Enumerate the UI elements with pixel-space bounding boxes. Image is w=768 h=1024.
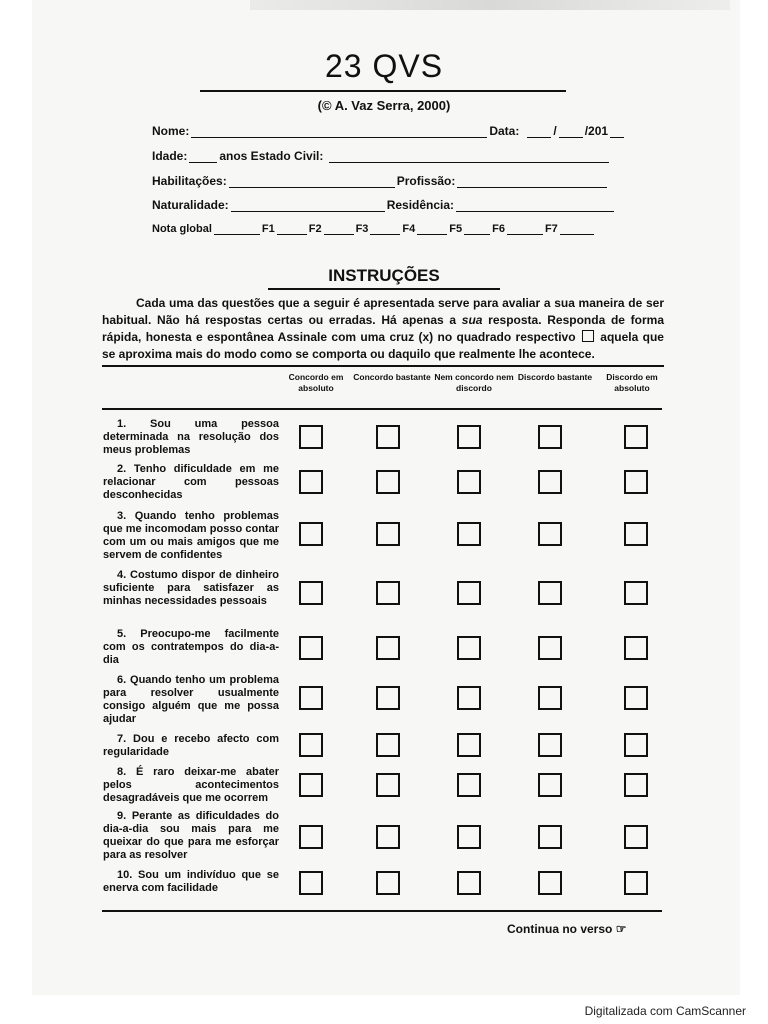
item-number: 7. [117,733,127,745]
col-header-concordo-bastante: Concordo bastante [353,372,431,382]
instructions-text [102,295,664,363]
answer-checkbox[interactable] [457,636,481,660]
answer-checkbox[interactable] [624,470,648,494]
col-header-discordo-absoluto: Discordo em absoluto [606,372,658,393]
continua-text: Continua no verso [507,922,613,936]
answer-checkbox[interactable] [624,581,648,605]
item-number: 10. [117,869,133,881]
answer-checkbox[interactable] [376,581,400,605]
col-header-discordo-bastante: Discordo bastante [517,372,593,382]
field-row-nome [152,124,626,138]
nome-label: Nome: [152,124,190,138]
answer-checkbox[interactable] [538,581,562,605]
item-number: 2. [117,463,127,475]
item-number: 6. [117,674,127,686]
habilitacoes-input-line[interactable] [229,176,395,188]
item-text [103,569,279,608]
item-statement: É raro deixar-me abater pelos acontecimentos desagradáveis que me ocorrem [103,766,280,804]
item-statement: Dou e recebo afecto com regularidade [103,733,279,758]
naturalidade-input-line[interactable] [231,200,385,212]
estado-civil-label: anos Estado Civil: [219,149,324,163]
factor-f3-line[interactable] [370,223,400,235]
field-row-naturalidade [152,198,616,212]
answer-checkbox[interactable] [376,686,400,710]
answer-checkbox[interactable] [457,470,481,494]
answer-checkbox[interactable] [299,636,323,660]
answer-checkbox[interactable] [538,825,562,849]
factor-f4-line[interactable] [417,223,447,235]
data-month-line[interactable] [559,126,583,138]
answer-checkbox[interactable] [299,425,323,449]
item-number: 4. [117,569,127,581]
answer-checkbox[interactable] [457,686,481,710]
instructions-title: INSTRUÇÕES [328,266,440,285]
profissao-input-line[interactable] [457,176,607,188]
answer-checkbox[interactable] [457,871,481,895]
page-title: 23 QVS [324,48,444,84]
instructions-part-3: aquela que se aproxima mais do modo como se comporta ou daquilo que realmente lhe acontece. [102,330,664,361]
answer-checkbox[interactable] [299,686,323,710]
answer-checkbox[interactable] [457,825,481,849]
naturalidade-label: Naturalidade: [152,198,229,212]
answer-checkbox[interactable] [538,470,562,494]
answer-checkbox[interactable] [538,636,562,660]
estado-civil-input-line[interactable] [329,151,609,163]
data-sep-1: / [553,124,557,138]
idade-label: Idade: [152,149,188,163]
answer-checkbox[interactable] [299,825,323,849]
factor-f1-line[interactable] [277,223,307,235]
answer-checkbox[interactable] [624,522,648,546]
camscanner-watermark: Digitalizada com CamScanner [584,1004,746,1018]
field-row-habilitacoes [152,174,609,188]
factor-f4: F4 [402,223,416,235]
item-number: 1. [117,418,127,430]
field-row-nota-global [152,223,596,235]
instructions-part-2: resposta. Responda de forma rápida, honesta e espontânea Assinale com uma cruz (x) no quadrado respectivo [102,313,664,344]
item-text [103,628,279,667]
checkbox-square-icon [582,330,594,342]
residencia-label: Residência: [386,198,455,212]
answer-checkbox[interactable] [299,773,323,797]
answer-checkbox[interactable] [457,773,481,797]
answer-checkbox[interactable] [376,470,400,494]
factor-f6: F6 [492,223,505,235]
data-day-line[interactable] [527,126,551,138]
item-statement: Quando tenho problemas que me incomodam posso contar com um ou mais amigos que me servem de confidentes [103,510,279,561]
col-header-concordo-absoluto: Concordo em absoluto [288,372,344,393]
item-text [103,510,279,562]
item-text [103,463,279,502]
item-number: 9. [117,810,127,822]
item-statement: Preocupo-me facilmente com os contratempos do dia-a-dia [103,628,279,666]
field-row-idade [152,149,611,163]
answer-checkbox[interactable] [624,686,648,710]
answer-checkbox[interactable] [457,581,481,605]
data-sep-2: /201 [584,124,609,138]
data-label: Data: [489,124,520,138]
habilitacoes-label: Habilitações: [152,174,227,188]
item-statement: Quando tenho um problema para resolver usualmente consigo alguém que me possa ajudar [103,674,279,725]
scan-artifact [250,0,730,10]
item-statement: Sou uma pessoa determinada na resolução dos meus problemas [103,418,279,456]
answer-checkbox[interactable] [376,636,400,660]
table-top-rule [102,365,664,367]
answer-checkbox[interactable] [538,425,562,449]
answer-checkbox[interactable] [624,871,648,895]
answer-checkbox[interactable] [299,470,323,494]
factor-f6-line[interactable] [507,223,543,235]
answer-checkbox[interactable] [457,522,481,546]
header-bottom-rule [102,408,662,410]
answer-checkbox[interactable] [457,733,481,757]
item-text [103,418,279,457]
item-text [103,810,279,862]
factor-f7: F7 [544,223,558,235]
answer-checkbox[interactable] [376,425,400,449]
answer-checkbox[interactable] [457,425,481,449]
item-number: 3. [117,510,127,522]
item-text [103,674,279,726]
answer-checkbox[interactable] [538,686,562,710]
factor-f1: F1 [261,223,275,235]
answer-checkbox[interactable] [299,522,323,546]
col-header-nem-concordo: Nem concordo nem discordo [434,372,514,393]
nota-global-input-line[interactable] [214,223,260,235]
answer-checkbox[interactable] [299,733,323,757]
factor-f2-line[interactable] [324,223,354,235]
title-rule [200,90,566,92]
answer-checkbox[interactable] [538,522,562,546]
answer-checkbox[interactable] [376,825,400,849]
answer-checkbox[interactable] [376,773,400,797]
table-bottom-rule [102,910,662,912]
answer-checkbox[interactable] [624,825,648,849]
item-text [103,733,279,759]
instructions-rule [268,288,500,290]
answer-checkbox[interactable] [376,733,400,757]
profissao-label: Profissão: [396,174,456,188]
answer-checkbox[interactable] [624,636,648,660]
answer-checkbox[interactable] [299,581,323,605]
author-line: (© A. Vaz Serra, 2000) [317,98,451,113]
item-statement: Perante as dificuldades do dia-a-dia sou mais para me queixar do que para me esforçar para as resolver [103,810,279,861]
item-statement: Costumo dispor de dinheiro suficiente para satisfazer as minhas necessidades pessoais [103,569,279,607]
factor-f2: F2 [308,223,322,235]
item-text [103,766,279,805]
answer-checkbox[interactable] [538,773,562,797]
answer-checkbox[interactable] [624,773,648,797]
hand-pointing-icon: ☞ [615,922,627,936]
answer-checkbox[interactable] [299,871,323,895]
nota-global-label: Nota global [152,223,212,235]
item-number: 8. [117,766,127,778]
residencia-input-line[interactable] [456,200,614,212]
item-text [103,869,279,895]
answer-checkbox[interactable] [538,733,562,757]
factor-f5: F5 [449,223,463,235]
answer-checkbox[interactable] [376,871,400,895]
answer-checkbox[interactable] [538,871,562,895]
factor-f3: F3 [355,223,369,235]
item-statement: Sou um indivíduo que se enerva com facilidade [103,869,279,894]
factor-f5-line[interactable] [464,223,490,235]
answer-checkbox[interactable] [376,522,400,546]
idade-input-line[interactable] [189,151,217,163]
item-statement: Tenho dificuldade em me relacionar com pessoas desconhecidas [103,463,279,501]
factor-f7-line[interactable] [560,223,594,235]
item-number: 5. [117,628,127,640]
data-year-line[interactable] [610,126,624,138]
continua-no-verso [507,922,626,936]
answer-checkbox[interactable] [624,425,648,449]
instructions-emphasis: sua [461,313,483,327]
answer-checkbox[interactable] [624,733,648,757]
nome-input-line[interactable] [191,126,487,138]
instructions-part-1: Cada uma das questões que a seguir é apresentada serve para avaliar a sua maneira de ser habitual. Não há respostas certas ou erradas. Há apenas a [102,296,664,327]
